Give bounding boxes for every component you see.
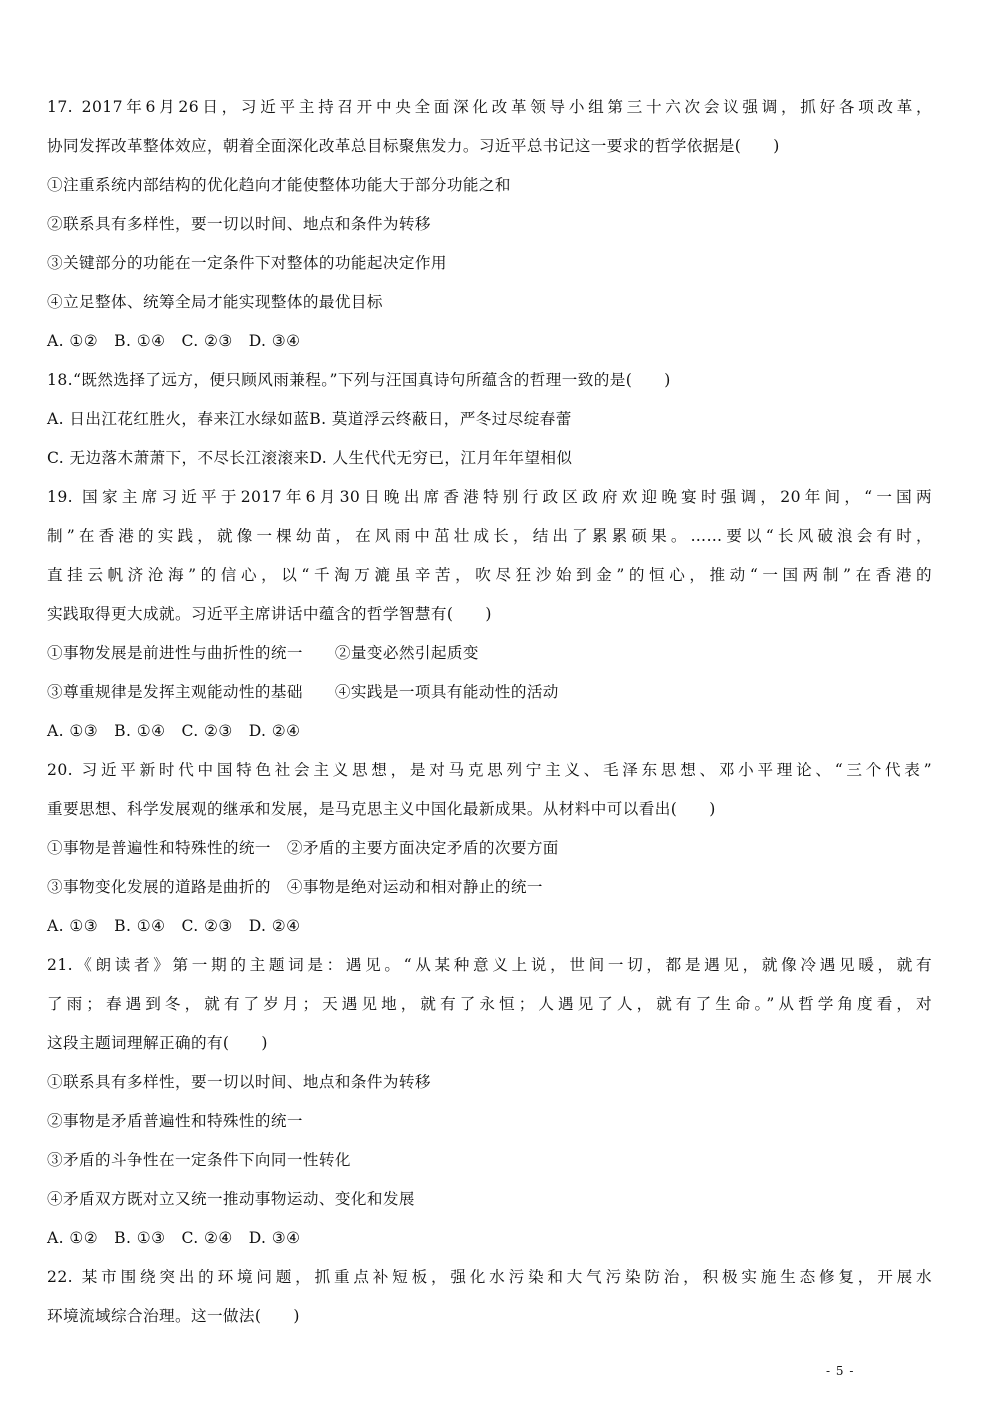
question-19-line-2: 制”在香港的实践，就像一棵幼苗，在风雨中茁壮成长，结出了累累硕果。……要以“长风破浪会有时， — [47, 527, 932, 545]
question-19-line-1: 19. 国家主席习近平于2017年6月30日晚出席香港特别行政区政府欢迎晚宴时强调，20年间，“一国两 — [47, 488, 932, 506]
question-21-line-1: 21.《朗读者》第一期的主题词是：遇见。“从某种意义上说，世间一切，都是遇见，就像冷遇见暖，就有 — [47, 956, 932, 974]
question-17-option-1: ①注重系统内部结构的优化趋向才能使整体功能大于部分功能之和 — [47, 176, 511, 194]
question-20-options-3-4: ③事物变化发展的道路是曲折的 ④事物是绝对运动和相对静止的统一 — [47, 878, 543, 896]
question-19-answers: A. ①③ B. ①④ C. ②③ D. ②④ — [47, 722, 301, 740]
question-21-option-1: ①联系具有多样性，要一切以时间、地点和条件为转移 — [47, 1073, 431, 1091]
question-18-stem: 18.“既然选择了远方，便只顾风雨兼程。”下列与汪国真诗句所蕴含的哲理一致的是( ) — [47, 371, 671, 389]
question-17-line-1: 17. 2017年6月26日，习近平主持召开中央全面深化改革领导小组第三十六次会议强调，抓好各项改革， — [47, 98, 932, 116]
question-17-answers: A. ①② B. ①④ C. ②③ D. ③④ — [47, 332, 301, 350]
question-21-answers: A. ①② B. ①③ C. ②④ D. ③④ — [47, 1229, 301, 1247]
question-19-line-4: 实践取得更大成就。习近平主席讲话中蕴含的哲学智慧有( ) — [47, 605, 492, 623]
question-20-answers: A. ①③ B. ①④ C. ②③ D. ②④ — [47, 917, 301, 935]
question-22-line-1: 22. 某市围绕突出的环境问题，抓重点补短板，强化水污染和大气污染防治，积极实施生态修复，开展水 — [47, 1268, 932, 1286]
question-20-options-1-2: ①事物是普遍性和特殊性的统一 ②矛盾的主要方面决定矛盾的次要方面 — [47, 839, 559, 857]
question-21-option-3: ③矛盾的斗争性在一定条件下向同一性转化 — [47, 1151, 351, 1169]
question-17-option-3: ③关键部分的功能在一定条件下对整体的功能起决定作用 — [47, 254, 447, 272]
question-22-line-2: 环境流域综合治理。这一做法( ) — [47, 1307, 300, 1325]
question-18-answers-ab: A. 日出江花红胜火，春来江水绿如蓝B. 莫道浮云终蔽日，严冬过尽绽春蕾 — [47, 410, 572, 428]
page-number: - 5 - — [826, 1364, 855, 1378]
question-17-option-4: ④立足整体、统筹全局才能实现整体的最优目标 — [47, 293, 383, 311]
question-18-answers-cd: C. 无边落木萧萧下，不尽长江滚滚来D. 人生代代无穷已，江月年年望相似 — [47, 449, 573, 467]
question-19-line-3: 直挂云帆济沧海”的信心，以“千淘万漉虽辛苦，吹尽狂沙始到金”的恒心，推动“一国两制”在香港的 — [47, 566, 932, 584]
question-20-line-2: 重要思想、科学发展观的继承和发展，是马克思主义中国化最新成果。从材料中可以看出( ) — [47, 800, 716, 818]
question-19-options-1-2: ①事物发展是前进性与曲折性的统一 ②量变必然引起质变 — [47, 644, 479, 662]
question-21-line-3: 这段主题词理解正确的有( ) — [47, 1034, 268, 1052]
question-21-option-2: ②事物是矛盾普遍性和特殊性的统一 — [47, 1112, 303, 1130]
question-17-option-2: ②联系具有多样性，要一切以时间、地点和条件为转移 — [47, 215, 431, 233]
question-17-line-2: 协同发挥改革整体效应，朝着全面深化改革总目标聚焦发力。习近平总书记这一要求的哲学依据是( ) — [47, 137, 780, 155]
question-19-options-3-4: ③尊重规律是发挥主观能动性的基础 ④实践是一项具有能动性的活动 — [47, 683, 559, 701]
question-20-line-1: 20. 习近平新时代中国特色社会主义思想，是对马克思列宁主义、毛泽东思想、邓小平理论、“三个代表” — [47, 761, 932, 779]
question-21-line-2: 了雨；春遇到冬，就有了岁月；天遇见地，就有了永恒；人遇见了人，就有了生命。”从哲学角度看，对 — [47, 995, 932, 1013]
question-21-option-4: ④矛盾双方既对立又统一推动事物运动、变化和发展 — [47, 1190, 415, 1208]
